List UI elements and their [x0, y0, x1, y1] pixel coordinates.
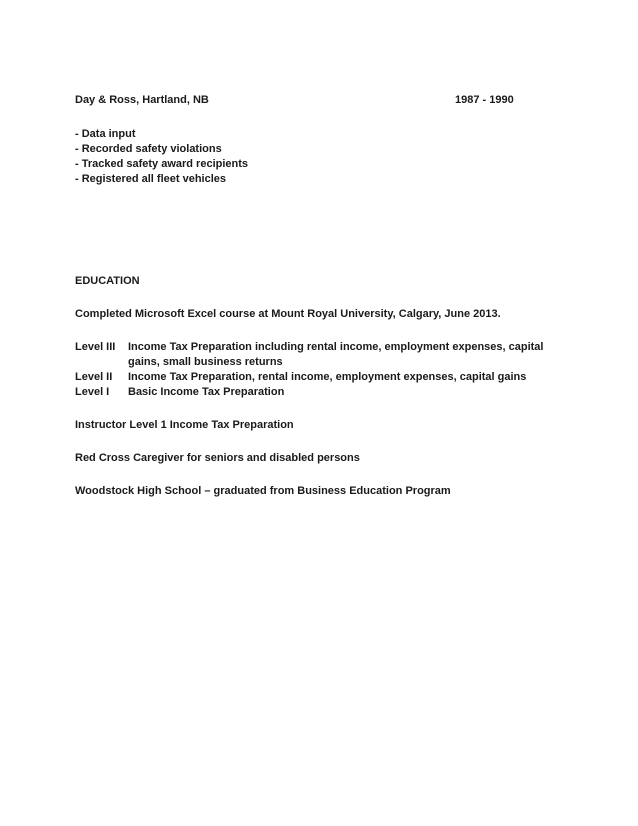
- duty-item: - Tracked safety award recipients: [75, 158, 249, 170]
- duty-item: - Recorded safety violations: [75, 143, 222, 155]
- job-dates: 1987 - 1990: [455, 94, 514, 106]
- duty-item: - Data input: [75, 128, 136, 140]
- red-cross-line: Red Cross Caregiver for seniors and disabled persons: [75, 452, 360, 464]
- level-name: Level III: [75, 341, 116, 353]
- level-description: Basic Income Tax Preparation: [128, 386, 285, 398]
- duty-item: - Registered all fleet vehicles: [75, 173, 227, 185]
- job-company: Day & Ross, Hartland, NB: [75, 94, 209, 106]
- excel-course: Completed Microsoft Excel course at Mount Royal University, Calgary, June 2013.: [75, 308, 501, 320]
- level-description: Income Tax Preparation, rental income, employment expenses, capital gains: [128, 371, 527, 383]
- level-name: Level II: [75, 371, 113, 383]
- level-description: gains, small business returns: [128, 356, 283, 368]
- education-heading: EDUCATION: [75, 275, 140, 287]
- level-description: Income Tax Preparation including rental income, employment expenses, capital: [128, 341, 544, 353]
- high-school-line: Woodstock High School – graduated from Business Education Program: [75, 485, 451, 497]
- level-name: Level I: [75, 386, 110, 398]
- instructor-line: Instructor Level 1 Income Tax Preparation: [75, 419, 294, 431]
